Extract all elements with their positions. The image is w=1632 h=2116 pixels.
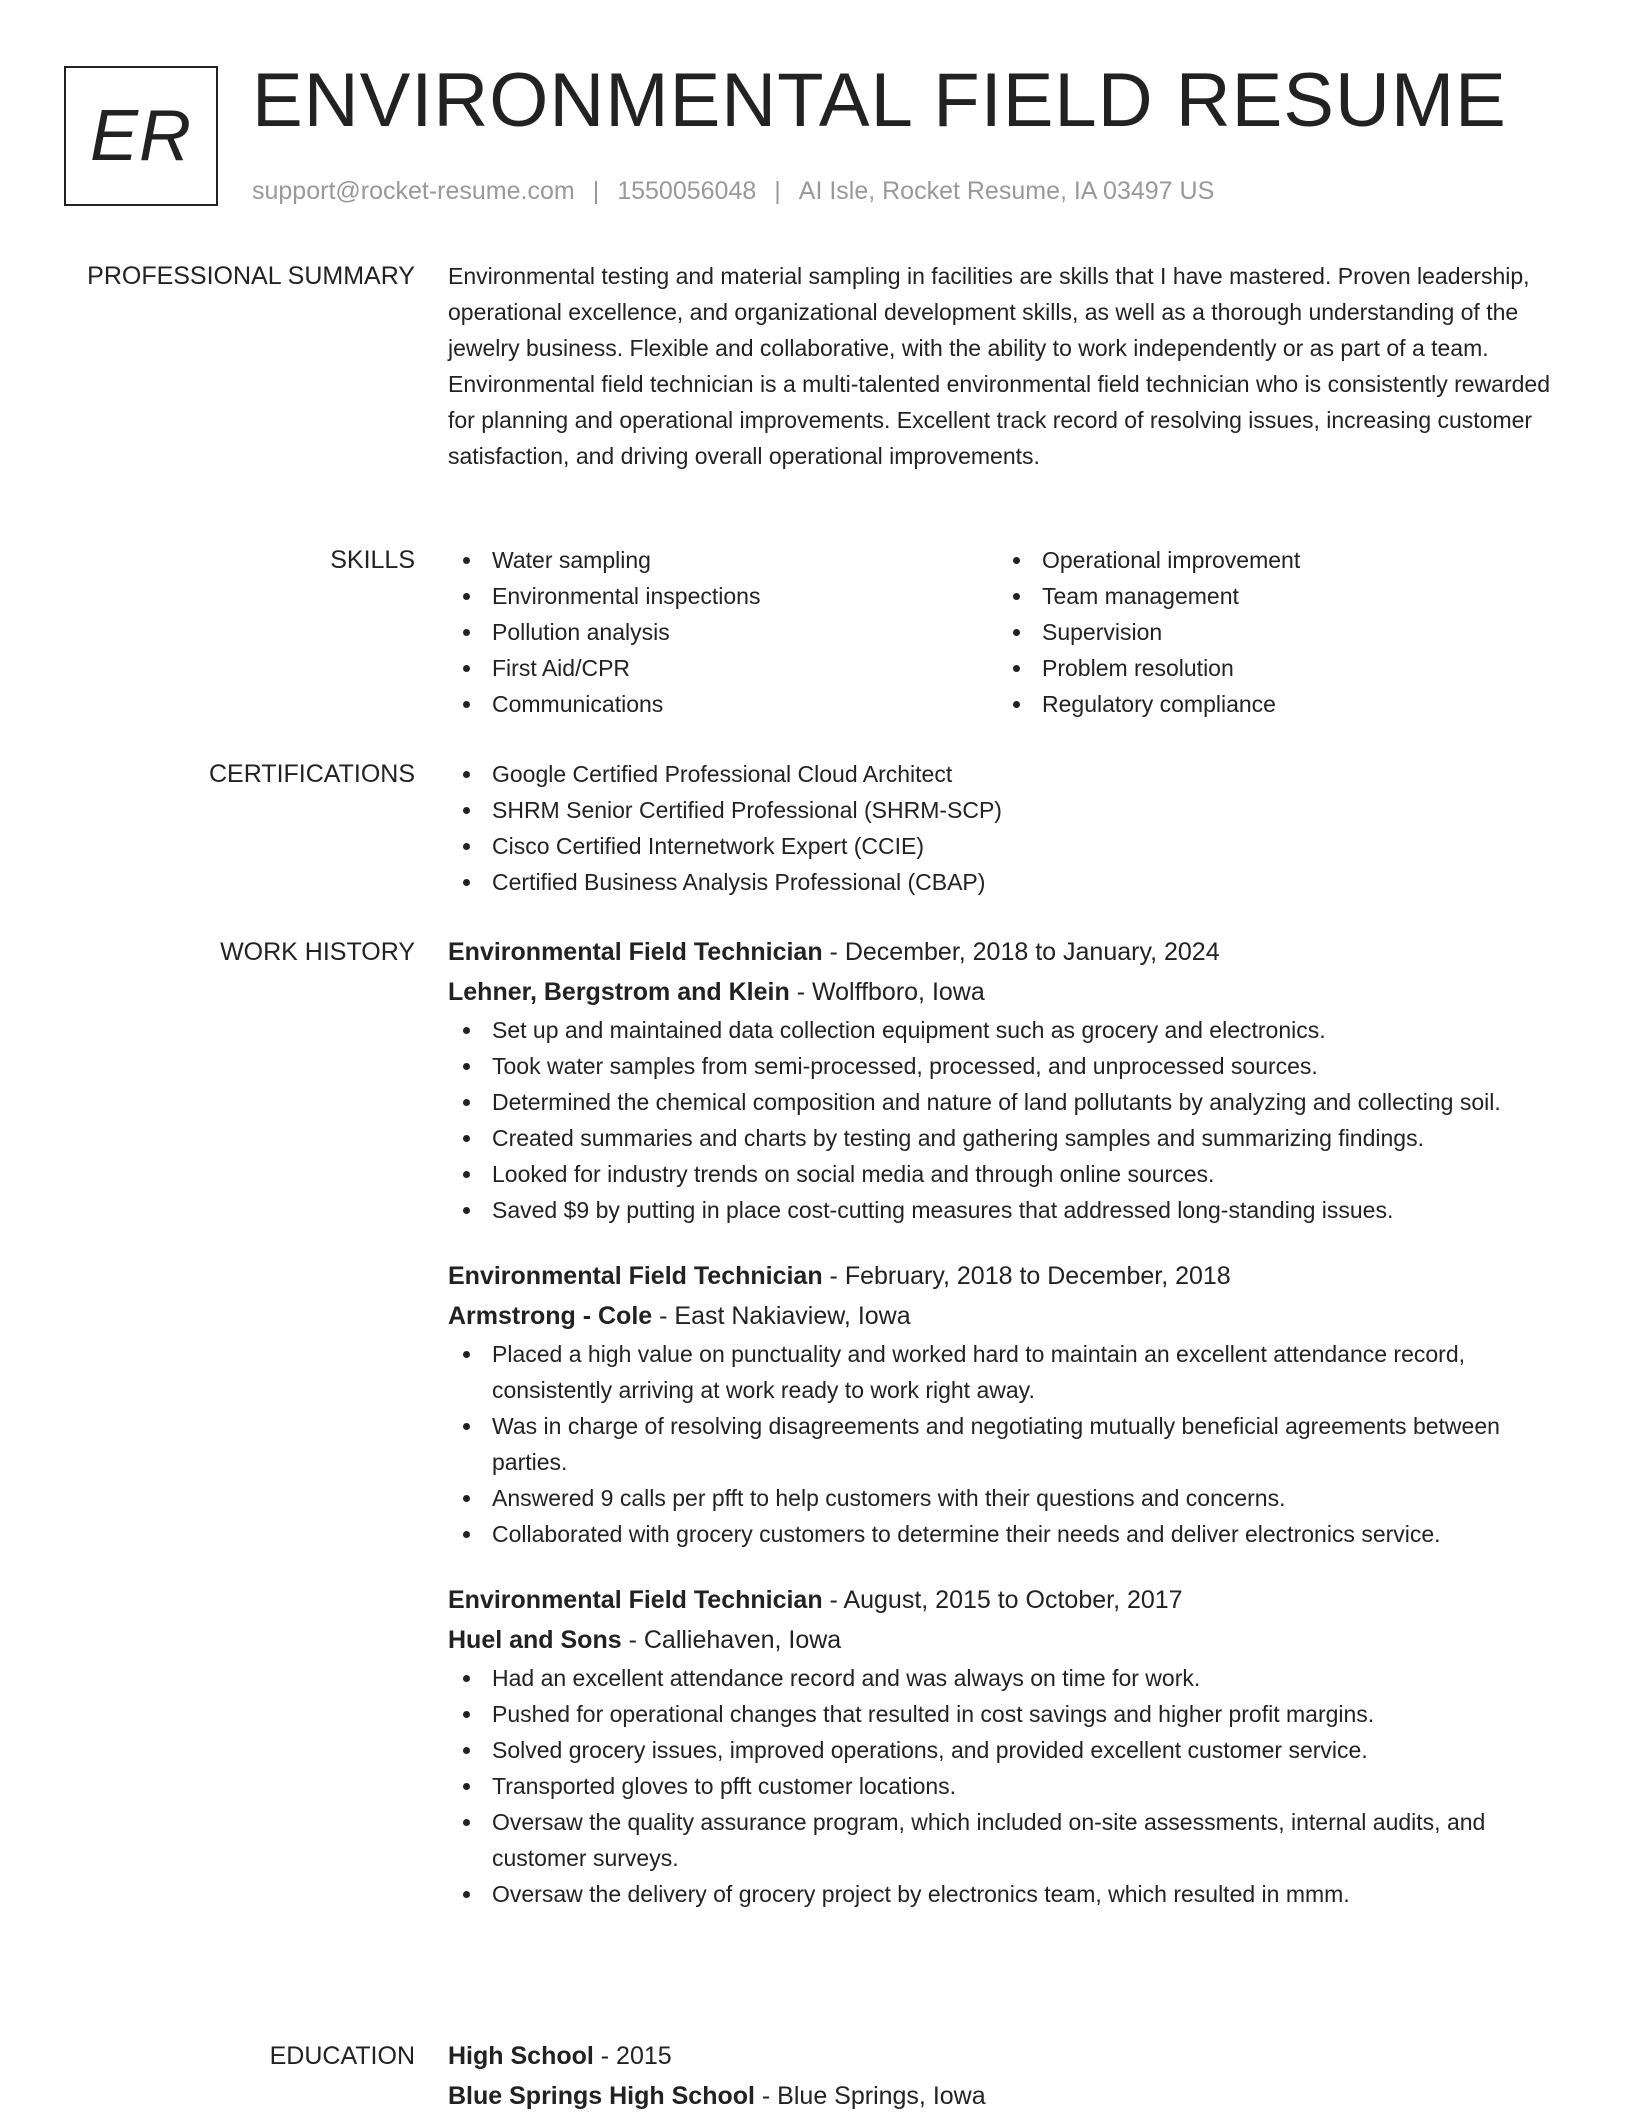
job-bullet: Created summaries and charts by testing and gathering samples and summarizing findings. xyxy=(448,1120,1568,1156)
job-company: Huel and Sons xyxy=(448,1626,622,1654)
contact-phone[interactable]: 1550056048 xyxy=(617,177,757,205)
skill-item: Operational improvement xyxy=(998,542,1548,578)
skills-column-2 xyxy=(998,542,1548,722)
education-school: Blue Springs High School xyxy=(448,2082,755,2110)
certifications-list xyxy=(448,756,1568,900)
job-dates: - August, 2015 to October, 2017 xyxy=(822,1586,1183,1614)
education-year: - 2015 xyxy=(593,2042,672,2070)
job-bullet: Was in charge of resolving disagreements and negotiating mutually beneficial agreements between parties. xyxy=(448,1408,1568,1480)
skills-label: SKILLS xyxy=(330,546,415,574)
job-bullet: Oversaw the delivery of grocery project by electronics team, which resulted in mmm. xyxy=(448,1876,1568,1912)
summary-text: Environmental testing and material sampling in facilities are skills that I have mastered. Proven leadership, operational excellence, and organizational development skills, as well as a thorough understanding of the jewelry business. Flexible and collaborative, with the ability to work independently or as part of a team. Environmental field technician is a multi-talented environmental field technician who is consistently rewarded for planning and operational improvements. Excellent track record of resolving issues, increasing customer satisfaction, and driving overall operational improvements. xyxy=(448,263,1551,469)
skill-item: Pollution analysis xyxy=(448,614,998,650)
education-degree-line xyxy=(448,2036,1568,2076)
skill-item: Team management xyxy=(998,578,1548,614)
summary-label: PROFESSIONAL SUMMARY xyxy=(87,262,415,290)
work-history-body xyxy=(448,932,1568,1940)
job-title-line xyxy=(448,1580,1568,1620)
job-entry xyxy=(448,1256,1568,1552)
job-bullet: Set up and maintained data collection equipment such as grocery and electronics. xyxy=(448,1012,1568,1048)
certification-item: SHRM Senior Certified Professional (SHRM-SCP) xyxy=(448,792,1568,828)
job-bullets xyxy=(448,1336,1568,1552)
job-bullet: Pushed for operational changes that resulted in cost savings and higher profit margins. xyxy=(448,1696,1568,1732)
education-location: - Blue Springs, Iowa xyxy=(754,2082,986,2110)
resume-title: ENVIRONMENTAL FIELD RESUME xyxy=(252,58,1507,143)
job-dates: - February, 2018 to December, 2018 xyxy=(822,1262,1231,1290)
monogram-badge: ER xyxy=(64,66,218,206)
job-company: Lehner, Bergstrom and Klein xyxy=(448,978,790,1006)
skill-item: Environmental inspections xyxy=(448,578,998,614)
certification-item: Certified Business Analysis Professional (CBAP) xyxy=(448,864,1568,900)
skill-item: Supervision xyxy=(998,614,1548,650)
job-bullet: Had an excellent attendance record and was always on time for work. xyxy=(448,1660,1568,1696)
certifications-label: CERTIFICATIONS xyxy=(208,760,415,788)
job-company: Armstrong - Cole xyxy=(448,1302,653,1330)
contact-line xyxy=(252,174,1214,208)
skill-item: First Aid/CPR xyxy=(448,650,998,686)
job-bullets xyxy=(448,1012,1568,1228)
certification-item: Google Certified Professional Cloud Architect xyxy=(448,756,1568,792)
education-degree: High School xyxy=(448,2042,594,2070)
job-company-line xyxy=(448,972,1568,1012)
skills-list xyxy=(448,542,998,722)
job-dates: - December, 2018 to January, 2024 xyxy=(822,938,1220,966)
skill-item: Water sampling xyxy=(448,542,998,578)
job-entry xyxy=(448,932,1568,1228)
certifications-body xyxy=(448,756,1568,900)
contact-separator: | xyxy=(592,177,600,205)
job-title-line xyxy=(448,1256,1568,1296)
skill-item: Problem resolution xyxy=(998,650,1548,686)
job-bullet: Transported gloves to pfft customer locations. xyxy=(448,1768,1568,1804)
certification-item: Cisco Certified Internetwork Expert (CCIE) xyxy=(448,828,1568,864)
job-company-line xyxy=(448,1296,1568,1336)
job-bullet: Collaborated with grocery customers to determine their needs and deliver electronics service. xyxy=(448,1516,1568,1552)
job-bullet: Took water samples from semi-processed, processed, and unprocessed sources. xyxy=(448,1048,1568,1084)
education-body xyxy=(448,2036,1568,2116)
skills-list xyxy=(998,542,1548,722)
skills-column-1 xyxy=(448,542,998,722)
job-bullet: Saved $9 by putting in place cost-cutting measures that addressed long-standing issues. xyxy=(448,1192,1568,1228)
contact-separator: | xyxy=(774,177,781,205)
job-bullet: Placed a high value on punctuality and worked hard to maintain an excellent attendance record, consistently arriving at work ready to work right away. xyxy=(448,1336,1568,1408)
job-title: Environmental Field Technician xyxy=(448,1262,823,1290)
contact-email[interactable]: support@rocket-resume.com xyxy=(252,177,575,205)
work-history-label: WORK HISTORY xyxy=(220,938,415,966)
education-label: EDUCATION xyxy=(269,2042,415,2070)
job-company-line xyxy=(448,1620,1568,1660)
job-location: - Calliehaven, Iowa xyxy=(621,1626,842,1654)
job-entry xyxy=(448,1580,1568,1912)
job-title: Environmental Field Technician xyxy=(448,1586,823,1614)
job-bullet: Answered 9 calls per pfft to help customers with their questions and concerns. xyxy=(448,1480,1568,1516)
skill-item: Communications xyxy=(448,686,998,722)
job-bullet: Solved grocery issues, improved operations, and provided excellent customer service. xyxy=(448,1732,1568,1768)
summary-body xyxy=(448,258,1568,474)
contact-address: AI Isle, Rocket Resume, IA 03497 US xyxy=(798,177,1215,205)
job-title-line xyxy=(448,932,1568,972)
job-bullets xyxy=(448,1660,1568,1912)
skills-grid xyxy=(448,542,1568,722)
job-title: Environmental Field Technician xyxy=(448,938,823,966)
job-location: - East Nakiaview, Iowa xyxy=(652,1302,911,1330)
job-bullet: Oversaw the quality assurance program, which included on-site assessments, internal audits, and customer surveys. xyxy=(448,1804,1568,1876)
job-bullet: Determined the chemical composition and nature of land pollutants by analyzing and collecting soil. xyxy=(448,1084,1568,1120)
education-school-line xyxy=(448,2076,1568,2116)
job-location: - Wolffboro, Iowa xyxy=(789,978,985,1006)
skill-item: Regulatory compliance xyxy=(998,686,1548,722)
job-bullet: Looked for industry trends on social media and through online sources. xyxy=(448,1156,1568,1192)
